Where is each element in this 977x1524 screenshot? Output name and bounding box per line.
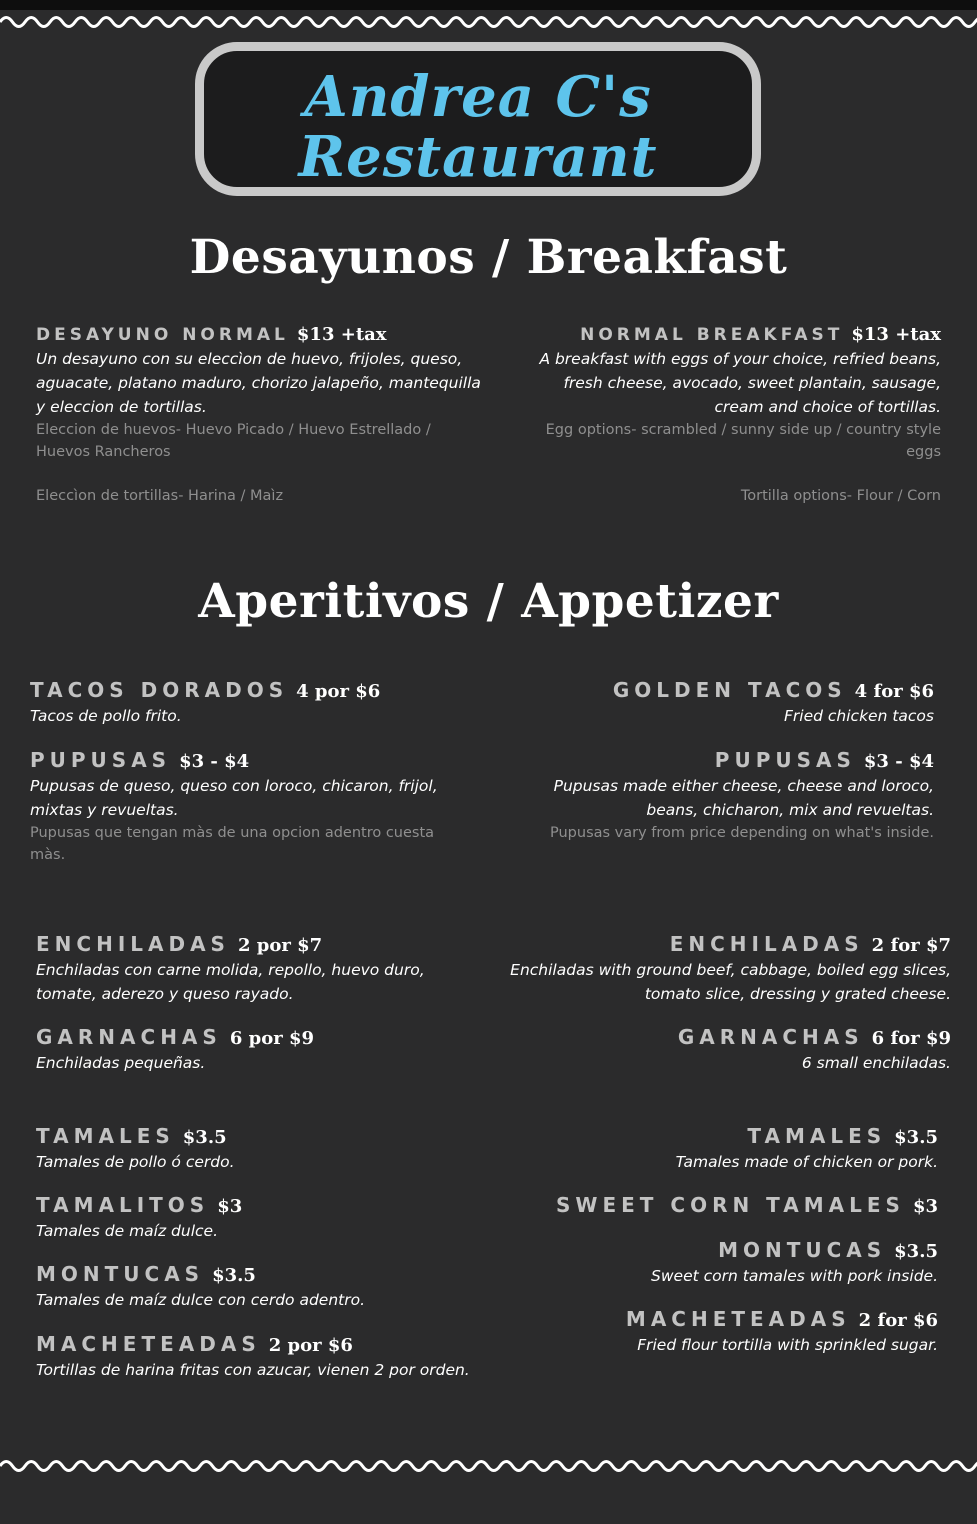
item-price: $3.5 [894, 1127, 938, 1148]
appetizer-item-en [500, 748, 934, 844]
item-price: $13 +tax [296, 324, 387, 345]
item-description: Tortillas de harina fritas con azucar, vienen 2 por orden. [36, 1361, 470, 1379]
egg-options-note: Egg options- scrambled / sunny side up / country style eggs [545, 422, 941, 460]
item-price: $3.5 [894, 1241, 938, 1262]
item-name: NORMAL BREAKFAST [580, 325, 844, 345]
item-name: ENCHILADAS [669, 932, 864, 956]
item-price: 4 for $6 [854, 681, 934, 702]
tortilla-options-note: Tortilla options- Flour / Corn [740, 488, 941, 504]
item-name: GOLDEN TACOS [612, 678, 847, 702]
item-name: DESAYUNO NORMAL [36, 325, 289, 345]
item-description: Tamales de pollo ó cerdo. [36, 1153, 235, 1171]
item-name: MONTUCAS [718, 1238, 887, 1262]
item-price: $3.5 [212, 1265, 256, 1286]
item-price: $13 +tax [851, 324, 941, 345]
appetizer-item-es [36, 932, 486, 1006]
appetizer-item-es [36, 1262, 486, 1312]
appetizer-item-en [500, 1193, 938, 1217]
item-description: Tamales de maíz dulce con cerdo adentro. [36, 1291, 365, 1309]
item-description: Enchiladas con carne molida, repollo, huevo duro, tomate, aderezo y queso rayado. [36, 961, 425, 1003]
restaurant-name-line1: Andrea C's [304, 64, 652, 130]
item-name: GARNACHAS [36, 1025, 222, 1049]
item-price: $3 - $4 [179, 751, 250, 772]
restaurant-name-line2: Restaurant [298, 124, 658, 190]
breakfast-heading: Desayunos / Breakfast [189, 230, 788, 285]
tortilla-options-note: Eleccìon de tortillas- Harina / Maìz [36, 488, 284, 504]
item-description: 6 small enchiladas. [801, 1054, 951, 1072]
appetizer-item-en [500, 1238, 938, 1288]
item-name: TAMALITOS [36, 1193, 210, 1217]
appetizer-item-es [30, 678, 480, 728]
appetizer-item-es [36, 1193, 486, 1243]
item-price: 6 for $9 [871, 1028, 951, 1049]
appetizer-heading: Aperitivos / Appetizer [198, 574, 779, 629]
item-price: $3 [217, 1196, 243, 1217]
item-description: Un desayuno con su eleccìon de huevo, frijoles, queso, aguacate, platano maduro, chorizo jalapeño, mantequilla y eleccion de tortillas. [36, 350, 481, 416]
appetizer-item-es [36, 1332, 496, 1382]
appetizer-item-en [500, 678, 934, 728]
item-note: Pupusas que tengan màs de una opcion adentro cuesta màs. [30, 825, 435, 863]
appetizer-item-en [500, 1124, 938, 1174]
breakfast-item-en [520, 324, 941, 507]
item-description: Pupusas made either cheese, cheese and loroco, beans, chicharon, mix and revueltas. [553, 777, 934, 819]
item-name: TAMALES [747, 1124, 887, 1148]
item-name: PUPUSAS [30, 748, 172, 772]
item-note: Pupusas vary from price depending on what's inside. [550, 825, 934, 841]
item-description: Tacos de pollo frito. [30, 707, 182, 725]
item-name: SWEET CORN TAMALES [556, 1193, 905, 1217]
item-name: TACOS DORADOS [30, 678, 289, 702]
appetizer-item-en [500, 1025, 951, 1075]
item-description: Tamales made of chicken or pork. [675, 1153, 938, 1171]
breakfast-item-es [36, 324, 486, 507]
item-price: $3.5 [182, 1127, 227, 1148]
item-price: 2 por $6 [268, 1335, 353, 1356]
item-price: 4 por $6 [296, 681, 381, 702]
item-price: 2 for $7 [871, 935, 951, 956]
appetizer-item-es [30, 748, 470, 866]
item-description: Fried flour tortilla with sprinkled sugar. [637, 1336, 938, 1354]
item-price: 6 por $9 [229, 1028, 314, 1049]
appetizer-item-es [36, 1025, 486, 1075]
item-description: Fried chicken tacos [784, 707, 934, 725]
item-description: Pupusas de queso, queso con loroco, chicaron, frijol, mixtas y revueltas. [30, 777, 438, 819]
item-name: MONTUCAS [36, 1262, 205, 1286]
item-name: ENCHILADAS [36, 932, 230, 956]
appetizer-item-en [500, 1307, 938, 1357]
item-name: MACHETEADAS [625, 1307, 851, 1331]
restaurant-title-box [195, 42, 761, 196]
appetizer-item-en [500, 932, 951, 1006]
item-name: TAMALES [36, 1124, 175, 1148]
item-description: Enchiladas with ground beef, cabbage, boiled egg slices, tomato slice, dressing y grated cheese. [510, 961, 951, 1003]
item-price: $3 - $4 [863, 751, 934, 772]
item-price: $3 [912, 1196, 938, 1217]
item-name: PUPUSAS [714, 748, 856, 772]
appetizer-item-es [36, 1124, 486, 1174]
item-description: Sweet corn tamales with pork inside. [651, 1267, 938, 1285]
egg-options-note: Eleccion de huevos- Huevo Picado / Huevo Estrellado / Huevos Rancheros [36, 422, 431, 460]
item-name: MACHETEADAS [36, 1332, 261, 1356]
item-price: 2 por $7 [237, 935, 323, 956]
item-price: 2 for $6 [858, 1310, 938, 1331]
top-wave-border [0, 0, 977, 40]
item-description: Tamales de maíz dulce. [36, 1222, 219, 1240]
bottom-wave-border [0, 1448, 977, 1488]
item-description: Enchiladas pequeñas. [36, 1054, 206, 1072]
item-description: A breakfast with eggs of your choice, refried beans, fresh cheese, avocado, sweet plantain, sausage, cream and choice of tortillas. [539, 350, 941, 416]
item-name: GARNACHAS [677, 1025, 864, 1049]
